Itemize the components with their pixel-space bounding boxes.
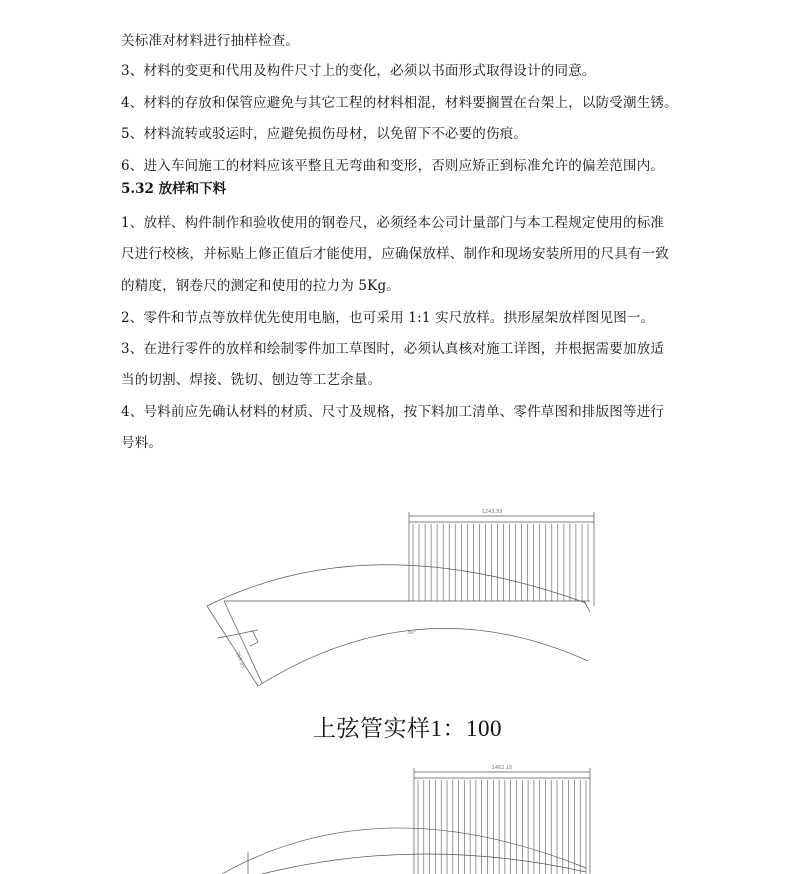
lower-chord-drawing bbox=[0, 760, 792, 874]
paragraph-item-3: 3、材料的变更和代用及构件尺寸上的变化，必须以书面形式取得设计的同意。 bbox=[121, 63, 596, 79]
body-line-8: 号料。 bbox=[121, 435, 163, 451]
paragraph-item-4: 4、材料的存放和保管应避免与其它工程的材料相混，材料要搁置在台架上，以防受潮生锈。 bbox=[121, 95, 678, 111]
vertical-members-upper bbox=[413, 524, 588, 601]
section-heading: 5.32 放样和下料 bbox=[121, 181, 227, 197]
body-line-6: 当的切割、焊接、铣切、刨边等工艺余量。 bbox=[121, 372, 382, 388]
paragraph-continuation: 关标准对材料进行抽样检查。 bbox=[121, 33, 300, 49]
paragraph-item-5: 5、材料流转或驳运时，应避免损伤母材，以免留下不必要的伤痕。 bbox=[121, 126, 528, 142]
top-dimension-label: 1243.33 bbox=[481, 509, 503, 515]
upper-chord-drawing bbox=[0, 500, 792, 700]
top-dimension-label-lower: 1462.15 bbox=[491, 765, 513, 771]
body-line-1: 1、放样、构件制作和验收使用的钢卷尺，必须经本公司计量部门与本工程规定使用的标准 bbox=[121, 215, 665, 231]
body-line-5: 3、在进行零件的放样和绘制零件加工草图时，必须认真核对施工详图，并根据需要加放适 bbox=[121, 341, 665, 357]
body-line-4: 2、零件和节点等放样优先使用电脑，也可采用 1:1 实尺放样。拱形屋架放样图见图一。 bbox=[121, 310, 655, 326]
outer-arc bbox=[207, 565, 586, 606]
body-line-2: 尺进行校核，并标贴上修正值后才能使用，应确保放样、制作和现场安装所用的尺具有一致 bbox=[121, 246, 669, 262]
paragraph-item-6: 6、进入车间施工的材料应该平整且无弯曲和变形，否则应矫正到标准允许的偏差范围内。 bbox=[121, 158, 665, 174]
left-dimension-label: 269.95 bbox=[234, 650, 246, 670]
body-line-7: 4、号料前应先确认材料的材质、尺寸及规格，按下料加工清单、零件草图和排版图等进行 bbox=[121, 404, 665, 420]
body-line-3: 的精度，钢卷尺的测定和使用的拉力为 5Kg。 bbox=[121, 278, 401, 294]
inner-arc bbox=[258, 628, 588, 686]
vertical-members-lower bbox=[418, 780, 586, 874]
arc-angle-label: 36° bbox=[407, 630, 416, 636]
figure-caption: 上弦管实样1：100 bbox=[313, 716, 502, 741]
outer-arc-lower bbox=[222, 828, 586, 874]
